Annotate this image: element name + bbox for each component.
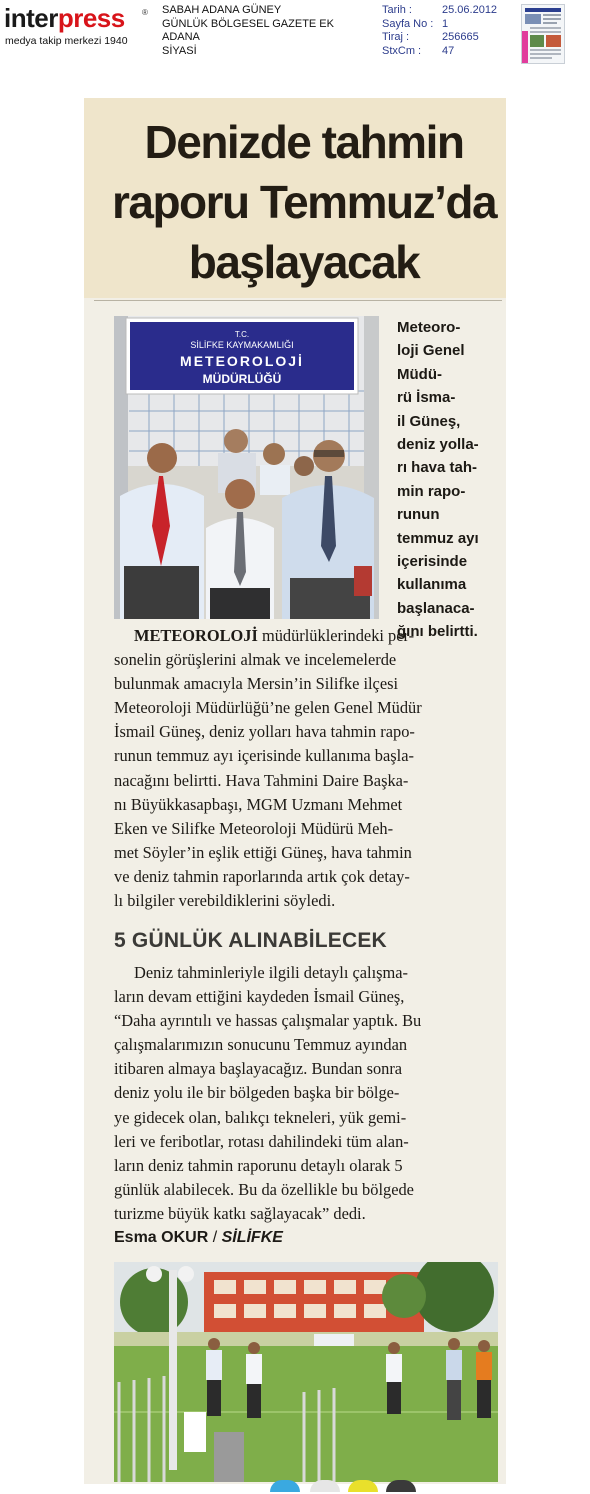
body-line: deniz yolu ile bir bölgeden başka bir bölge- <box>114 1083 400 1103</box>
registered-mark: ® <box>142 8 148 17</box>
meta-page: 1 <box>442 17 449 30</box>
lead-word: METEOROLOJİ <box>134 626 258 645</box>
body-line: bulunmak amacıyla Mersin’in Silifke ilçesi <box>114 674 399 694</box>
publication-city: ADANA <box>162 31 200 43</box>
meta-key: StxCm : <box>382 44 422 57</box>
sign-line3: METEOROLOJİ <box>180 353 304 369</box>
page-thumbnail[interactable] <box>521 4 565 64</box>
headline-line: raporu Temmuz’da <box>111 176 497 228</box>
photo-caption <box>397 316 505 643</box>
body-line: runun temmuz ayı içerisinde kullanıma başla- <box>114 746 414 766</box>
body-line: nı Büyükkasapbaşı, MGM Uzmanı Mehmet <box>114 794 403 814</box>
body-line: turizme büyük katkı sağlayacak” dedi. <box>114 1203 366 1223</box>
light-mark <box>310 1480 340 1492</box>
divider <box>94 300 502 301</box>
photo-officials-at-directorate <box>114 316 379 619</box>
logo-wordmark <box>4 4 125 32</box>
meta-stxcm: 47 <box>442 44 455 57</box>
meta-key: Tiraj : <box>382 31 410 43</box>
body-line: nacağını belirtti. Hava Tahmini Daire Başka- <box>114 770 409 790</box>
caption-line: deniz yolla- <box>397 435 479 453</box>
body-line: sonelin görüşlerini almak ve incelemelerde <box>114 650 397 670</box>
publication-category: SİYASİ <box>162 44 197 57</box>
body-line <box>114 624 498 648</box>
meta-key: Tarih : <box>382 4 412 16</box>
article-byline <box>114 1228 283 1248</box>
body-line: ye gidecek olan, balıkçı tekneleri, yük gemi- <box>114 1107 407 1127</box>
caption-line: başlanaca- <box>397 599 475 617</box>
byline-separator: / <box>208 1229 222 1246</box>
body-line: Eken ve Silifke Meteoroloji Müdürü Meh- <box>114 818 394 838</box>
photo-officials-image <box>114 316 379 619</box>
body-line: çalışmalarımızın sonucunu Temmuz ayından <box>114 1035 408 1055</box>
cyan-mark <box>270 1480 300 1492</box>
body-line: itibaren almaya başlayacağız. Bundan sonra <box>114 1059 403 1079</box>
caption-line: min rapo- <box>397 482 466 500</box>
body-line: İsmail Güneş, deniz yolları hava tahmin rapo- <box>114 722 415 742</box>
sign-line4: MÜDÜRLÜĞÜ <box>202 372 282 386</box>
body-line: ların deniz tahmin raporunu detaylı olarak 5 <box>114 1155 403 1175</box>
publication-info <box>162 4 334 58</box>
caption-line: loji Genel <box>397 342 465 360</box>
caption-line: kullanıma <box>397 576 467 594</box>
caption-line: Müdü- <box>397 365 442 383</box>
clipping-meta <box>382 4 497 58</box>
article-subheading: 5 GÜNLÜK ALINABİLECEK <box>114 929 387 952</box>
body-line: Meteoroloji Müdürlüğü’ne gelen Genel Müdür <box>114 698 422 718</box>
headline-line: başlayacak <box>188 236 420 288</box>
photo-station-image <box>114 1262 498 1482</box>
author-location: SİLİFKE <box>221 1229 283 1246</box>
caption-line: rü İsma- <box>397 389 456 407</box>
photo-weather-station <box>114 1262 498 1482</box>
caption-line: runun <box>397 506 440 524</box>
body-line: leri ve feribotlar, rotası dahilindeki tüm alan- <box>114 1131 409 1151</box>
body-line: ların devam ettiğini kaydeden İsmail Güneş, <box>114 987 405 1007</box>
interpress-logo <box>4 4 154 48</box>
body-line: ve deniz tahmin raporlarında artık çok detay- <box>114 866 410 886</box>
meta-row-circulation <box>382 31 497 45</box>
logo-tagline: medya takip merkezi 1940 <box>5 35 128 47</box>
sign-line1: T.C. <box>234 330 250 339</box>
meta-date: 25.06.2012 <box>442 4 498 16</box>
caption-line: il Güneş, <box>397 412 461 430</box>
article-paragraph-2 <box>114 961 498 1226</box>
meta-row-page <box>382 18 497 32</box>
meta-row-date <box>382 4 497 18</box>
logo-press: press <box>57 3 125 33</box>
caption-line: Meteoro- <box>397 319 461 336</box>
body-line: “Daha ayrıntılı ve hassas çalışmalar yaptık. Bu <box>114 1011 422 1031</box>
print-registration-marks <box>270 1480 430 1492</box>
article-paragraph-1 <box>114 624 498 913</box>
body-line: met Söyler’in eşlik ettiği Güneş, hava tahmin <box>114 842 412 862</box>
logo-inter: inter <box>4 3 58 33</box>
caption-line: temmuz ayı <box>397 529 479 547</box>
caption-line: rı hava tah- <box>397 459 478 477</box>
body-line: günlük alabilecek. Bu da özellikle bu bölgede <box>114 1179 414 1199</box>
thumbnail-image <box>522 5 564 63</box>
meta-key: Sayfa No : <box>382 17 434 30</box>
body-text: müdürlüklerindeki per- <box>257 626 415 645</box>
caption-line: ğını belirtti. <box>397 623 478 641</box>
meta-row-stxcm <box>382 45 497 59</box>
body-line: lı bilgiler verebildiklerini söyledi. <box>114 891 336 911</box>
body-line: Deniz tahminleriyle ilgili detaylı çalışma- <box>134 963 408 982</box>
author-name: Esma OKUR <box>114 1229 209 1246</box>
sign-line2: SİLİFKE KAYMAKAMLIĞI <box>190 340 294 350</box>
black-mark <box>386 1480 416 1492</box>
publication-type: GÜNLÜK BÖLGESEL GAZETE EK <box>162 17 334 30</box>
yellow-mark <box>348 1480 378 1492</box>
article-headline <box>84 112 524 292</box>
publication-name: SABAH ADANA GÜNEY <box>162 4 282 16</box>
meta-circulation: 256665 <box>442 31 479 43</box>
caption-line: içerisinde <box>397 552 468 570</box>
headline-line: Denizde tahmin <box>144 116 464 168</box>
newspaper-clipping <box>84 98 506 1484</box>
